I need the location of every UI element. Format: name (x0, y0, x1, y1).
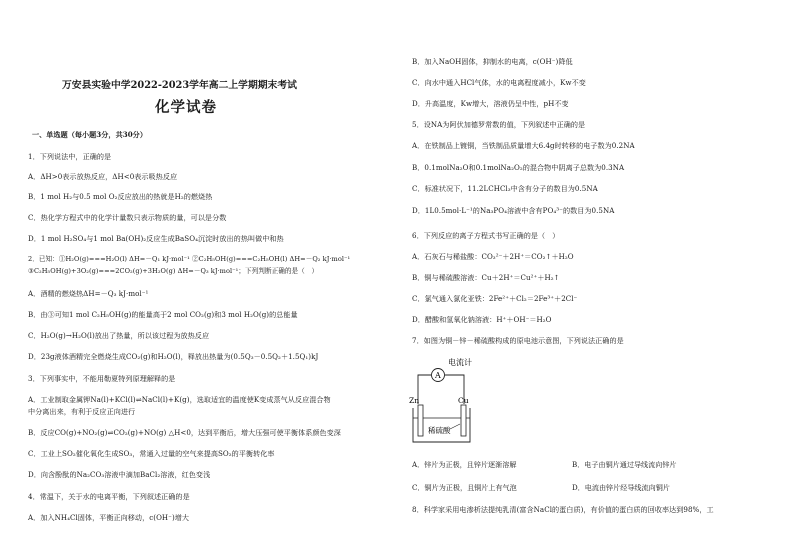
text-line: B．反应CO(g)+NO₂(g)⇌CO₂(g)+NO(g) △H<0，达到平衡后，增大压强可使平衡体系颜色变深 (28, 428, 341, 437)
label-pointer (450, 424, 460, 429)
ammeter-symbol: A (435, 371, 441, 380)
text-line: 7．如图为铜－锌－稀硫酸构成的原电池示意图，下列说法正确的是 (412, 336, 624, 345)
text-line: B．加入NaOH固体，抑制水的电离，c(OH⁻)降低 (412, 57, 573, 66)
text-line: A．在铁制品上镀铜，当铁制品质量增大6.4g时转移的电子数为0.2NA (412, 141, 635, 150)
text-line: B．0.1molNa₂O和0.1molNa₂O₂的混合物中阴离子总数为0.3NA (412, 163, 625, 172)
text-line: 1．下列说法中，正确的是 (28, 152, 112, 161)
text-line: D．23g液体酒精完全燃烧生成CO₂(g)和H₂O(l)，释放出热量为(0.5Q₃－0.5Q₂＋1.5Q₁)kJ (28, 352, 319, 361)
text-line: A．ΔH>0表示放热反应，ΔH<0表示吸热反应 (28, 172, 178, 181)
option-d: D．电流由锌片经导线流向铜片 (572, 483, 670, 492)
text-line: A．石灰石与稀盐酸：CO₃²⁻＋2H⁺＝CO₂↑＋H₂O (412, 252, 574, 261)
text-line: 4．常温下，关于水的电离平衡，下列叙述正确的是 (28, 492, 190, 501)
zinc-electrode (418, 405, 423, 436)
text-line: D．向含酚酞的Na₂CO₃溶液中滴加BaCl₂溶液，红色变浅 (28, 470, 211, 479)
zn-label: Zn (409, 396, 420, 405)
text-line: B．铜与稀硫酸溶液：Cu＋2H⁺＝Cu²⁺＋H₂↑ (412, 273, 560, 282)
text-line: D．1 mol H₂SO₄与1 mol Ba(OH)₂反应生成BaSO₄沉淀时放出的热叫做中和热 (28, 234, 284, 243)
text-line: C．标准状况下，11.2LCHCl₃中含有分子的数目为0.5NA (412, 184, 598, 193)
text-line: D．醋酸和氢氧化钠溶液：H⁺＋OH⁻＝H₂O (412, 315, 552, 324)
text-line: C．氯气通入氯化亚铁：2Fe²⁺＋Cl₂＝2Fe³⁺＋2Cl⁻ (412, 294, 578, 303)
text-line: 8．科学家采用电渗析法提纯乳清(富含NaCl的蛋白质)，有价值的蛋白质的回收率达到98%，工 (412, 505, 714, 514)
meter-label: 电流计 (448, 358, 472, 367)
page-title: 万安县实验中学2022-2023学年高二上学期期末考试 (62, 80, 297, 91)
wire-left (418, 375, 431, 404)
text-line: ③C₂H₅OH(g)+3O₂(g)===2CO₂(g)+3H₂O(g) ΔH=－Q₃ kJ·mol⁻¹；下列判断正确的是（ ） (28, 267, 319, 275)
left-column (28, 0, 396, 560)
text-line: C．热化学方程式中的化学计量数只表示物质的量，可以是分数 (28, 213, 227, 222)
text-line: 中分离出来，有利于反应正向进行 (28, 407, 136, 416)
text-line: A．加入NH₄Cl固体，平衡正向移动，c(OH⁻)增大 (28, 513, 190, 522)
copper-electrode (461, 405, 466, 436)
solution-label: 稀硫酸 (428, 426, 451, 435)
option-b: B．电子由铜片通过导线流向锌片 (572, 460, 677, 469)
text-line: A．工业制取金属钾Na(l)+KCl(l)⇌NaCl(l)+K(g)，选取适宜的温度使K变成蒸气从反应混合物 (28, 395, 331, 404)
text-line: 5．设NA为阿伏加德罗常数的值，下列叙述中正确的是 (412, 120, 586, 129)
section-heading: 一、单选题（每小题3分，共30分） (32, 130, 147, 139)
text-line: A．酒精的燃烧热ΔH=－Q₃ kJ·mol⁻¹ (28, 289, 149, 298)
text-line: D．升高温度，Kw增大，溶液仍呈中性，pH不变 (412, 99, 569, 108)
option-a: A．锌片为正极，且锌片逐渐溶解 (412, 460, 517, 469)
galvanic-cell-diagram (404, 356, 484, 448)
text-line: D．1L0.5mol·L⁻¹的Na₃PO₄溶液中含有PO₄³⁻的数目为0.5NA (412, 206, 615, 215)
text-line: 2．已知：①H₂O(g)===H₂O(l) ΔH=－Q₁ kJ·mol⁻¹ ②C₂H₅OH(g)===C₂H₅OH(l) ΔH=－Q₂ kJ·mol⁻¹ (28, 255, 351, 263)
text-line: C．工业上SO₂催化氧化生成SO₃，常通入过量的空气来提高SO₂的平衡转化率 (28, 449, 275, 458)
cu-label: Cu (458, 396, 469, 405)
text-line: C．H₂O(g)→H₂O(l)放出了热量，所以该过程为放热反应 (28, 331, 210, 340)
text-line: 3．下列事实中，不能用勒夏特列原理解释的是 (28, 374, 176, 383)
text-line: B．1 mol H₂与0.5 mol O₂反应放出的热就是H₂的燃烧热 (28, 192, 213, 201)
option-c: C．铜片为正极，且铜片上有气泡 (412, 483, 517, 492)
text-line: B．由③可知1 mol C₂H₅OH(g)的能量高于2 mol CO₂(g)和3 mol H₂O(g)的总能量 (28, 310, 298, 319)
page-subtitle: 化学试卷 (155, 99, 217, 116)
text-line: C．向水中通入HCl气体，水的电离程度减小，Kw不变 (412, 78, 586, 87)
text-line: 6．下列反应的离子方程式书写正确的是（ ） (412, 231, 560, 240)
